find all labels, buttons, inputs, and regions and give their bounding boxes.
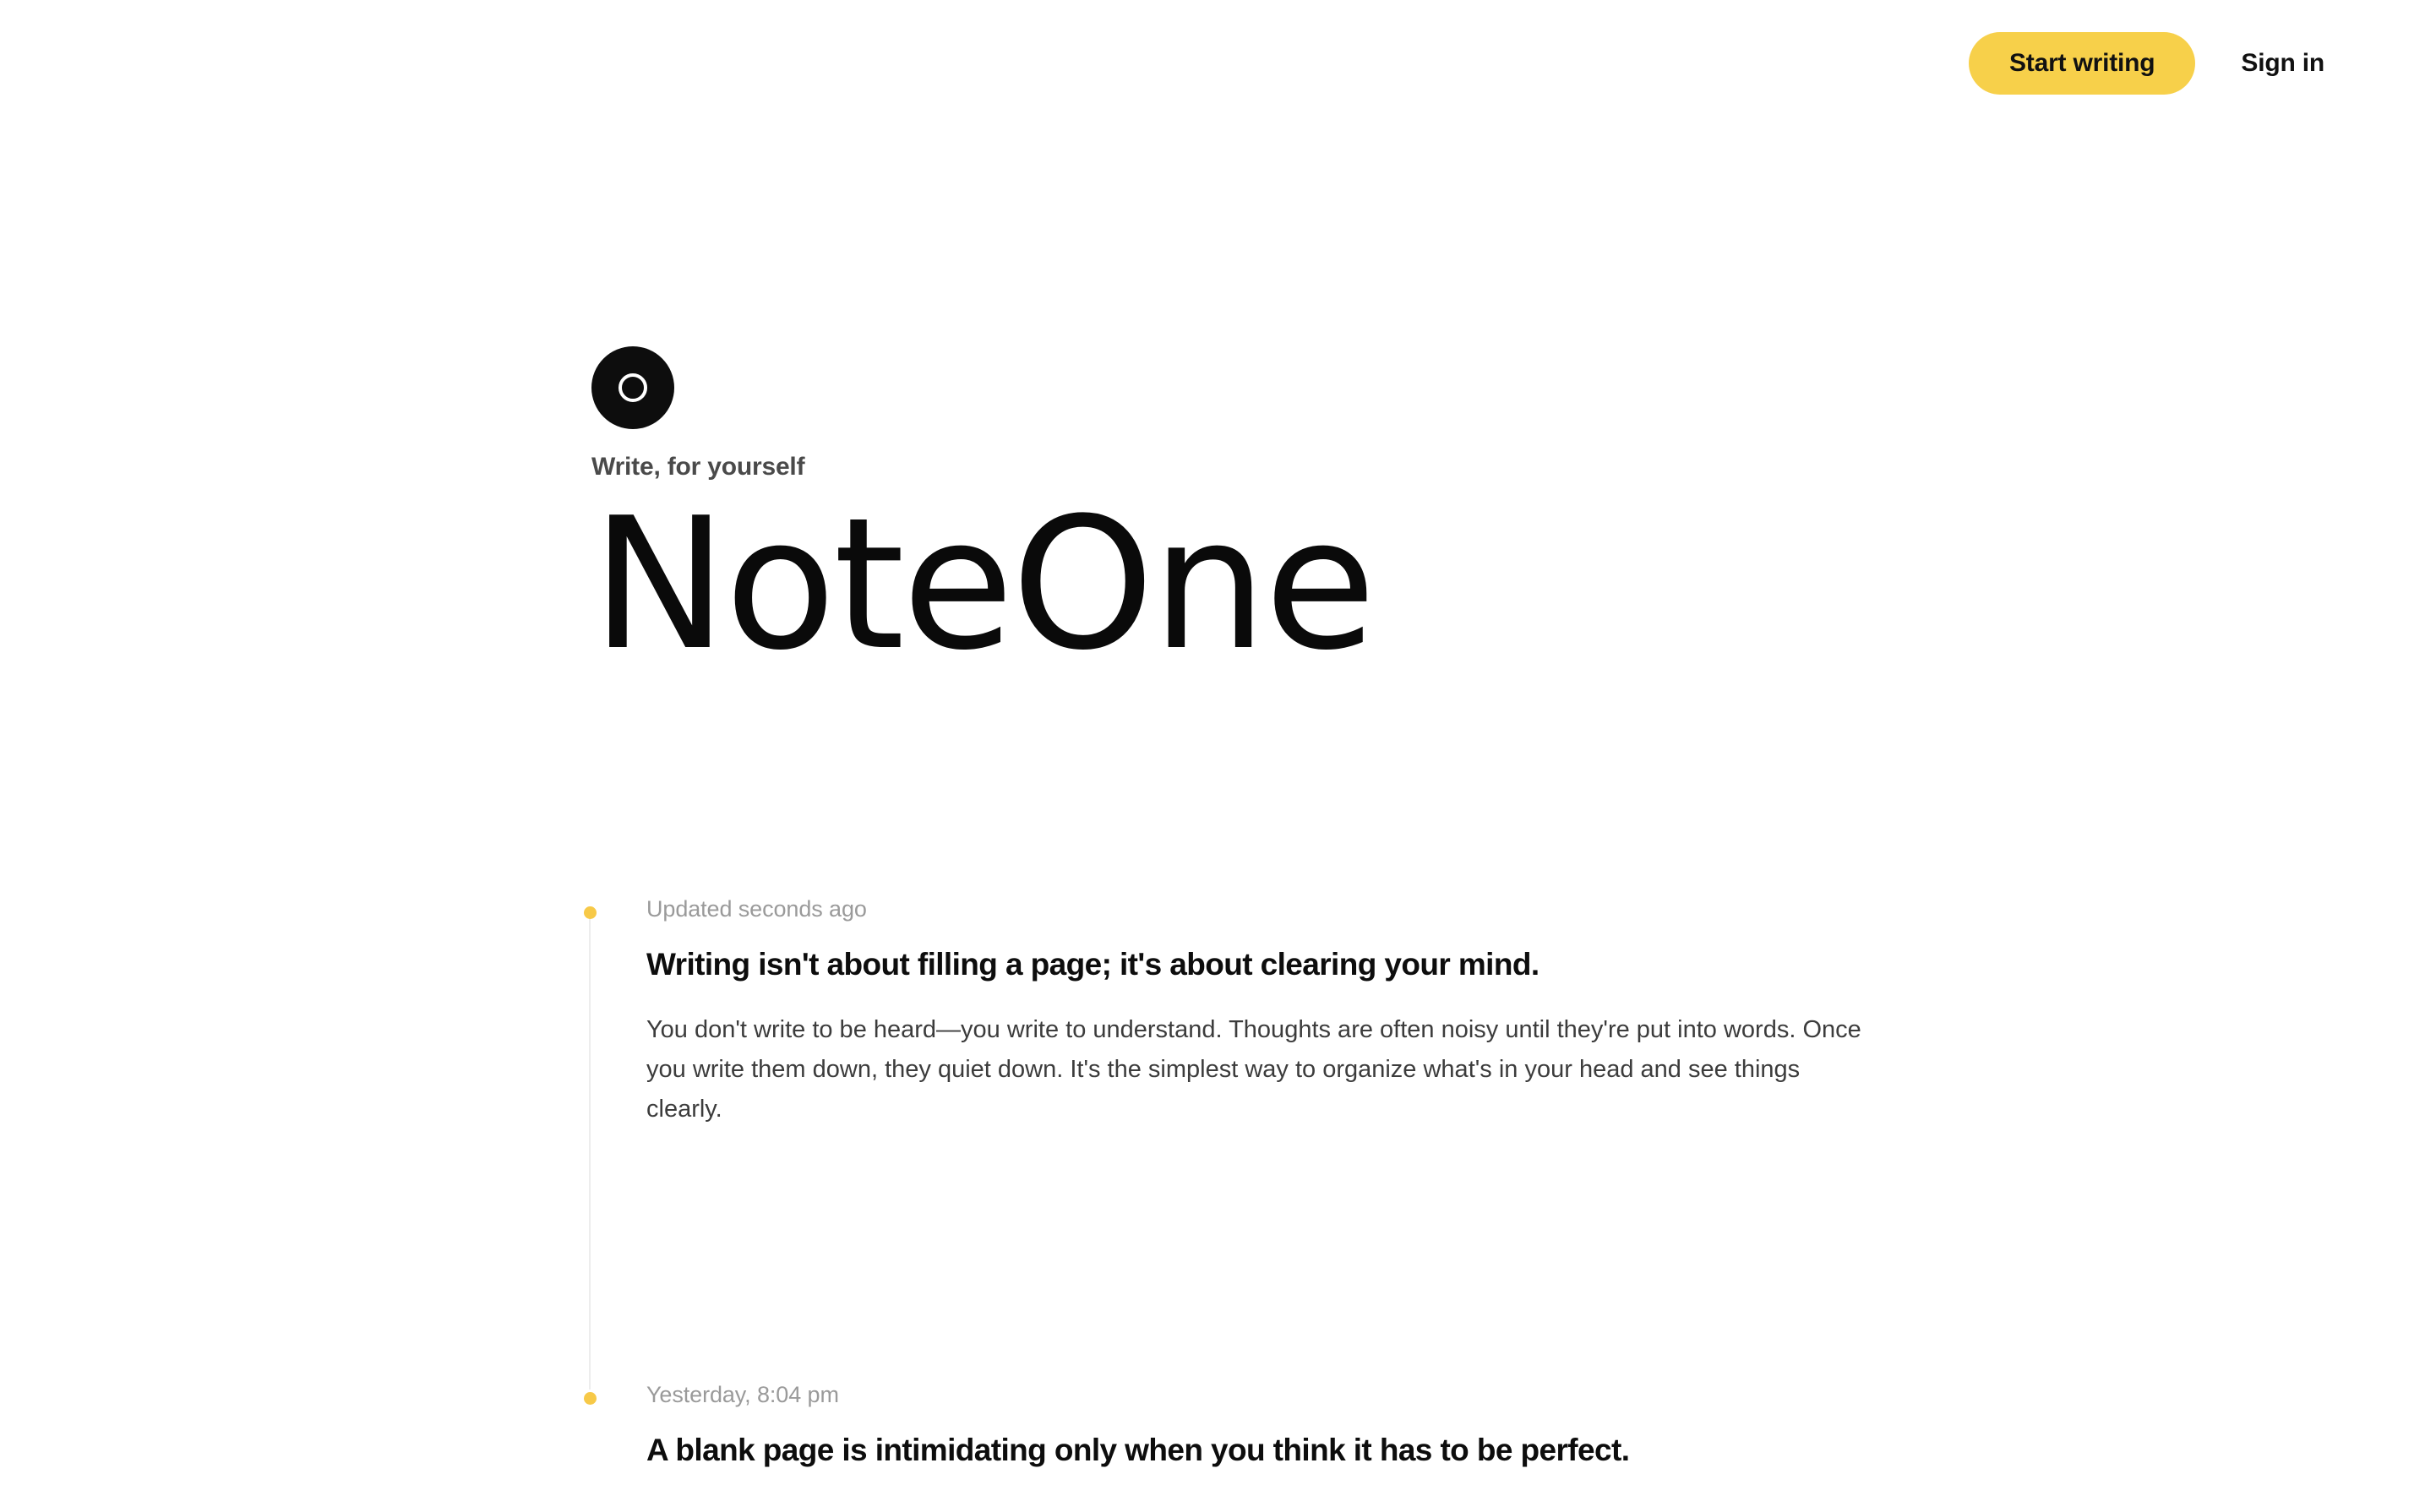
entry-timestamp: Updated seconds ago [646, 896, 867, 922]
entry-title: Writing isn't about filling a page; it's about clearing your mind. [646, 947, 1539, 982]
top-navigation-bar [0, 0, 2425, 127]
timeline-rail [589, 914, 591, 1390]
entry-title: A blank page is intimidating only when you think it has to be perfect. [646, 1433, 1630, 1468]
logo-inner-ring [619, 373, 647, 402]
start-writing-button[interactable]: Start writing [1969, 32, 2195, 95]
entry-body: You don't write to be heard—you write to understand. Thoughts are often noisy until they're put into words. Once you write them down, they quiet down. It's the simplest way to organize what's in your head and see things clearly. [646, 1015, 1861, 1123]
circle-ring-icon [591, 346, 674, 429]
page-title: NoteOne [591, 478, 1374, 690]
list-item[interactable] [589, 895, 2110, 1381]
notes-feed [589, 895, 2110, 1512]
list-item[interactable] [589, 1381, 2110, 1512]
entry-timestamp: Yesterday, 8:04 pm [646, 1382, 839, 1407]
hero-tagline: Write, for yourself [591, 453, 805, 481]
sign-in-button[interactable]: Sign in [2229, 42, 2336, 84]
timeline-dot-icon [584, 1392, 597, 1405]
timeline-dot-icon [584, 906, 597, 919]
hero-section [591, 346, 2028, 690]
